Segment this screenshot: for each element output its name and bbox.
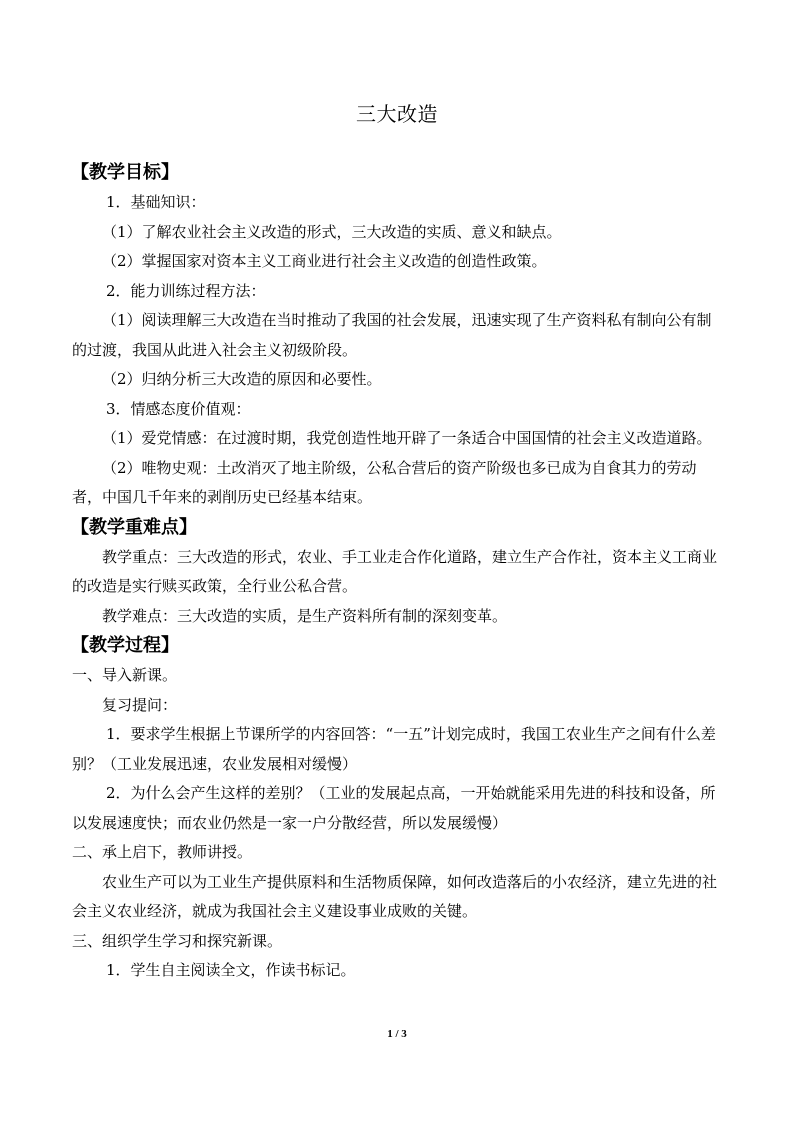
paragraph: （2）唯物史观：土改消灭了地主阶级，公私合营后的资产阶级也多已成为自食其力的劳动者，中国几千年来的剥削历史已经基本结束。 [72, 458, 697, 506]
paragraph: 复习提问： [102, 695, 178, 714]
paragraph: （1）了解农业社会主义改造的形式，三大改造的实质、意义和缺点。 [102, 222, 562, 241]
paragraph: （2）归纳分析三大改造的原因和必要性。 [102, 370, 382, 388]
paragraph: 农业生产可以为工业生产提供原料和生活物质保障，如何改造落后的小农经济，建立先进的社会主义农业经济，就成为我国社会主义建设事业成败的关键。 [72, 872, 718, 920]
section-heading-objectives: 【教学目标】 [71, 162, 179, 183]
document-body [72, 158, 722, 986]
page-title: 三大改造 [356, 102, 438, 126]
paragraph: 2．能力训练过程方法： [106, 281, 266, 300]
paragraph: 二、承上启下，教师讲授。 [72, 843, 253, 861]
paragraph: （1）阅读理解三大改造在当时推动了我国的社会发展，迅速实现了生产资料私有制向公有制的过渡，我国从此进入社会主义初级阶段。 [72, 311, 712, 359]
paragraph: 一、导入新课。 [72, 666, 178, 684]
paragraph: （1）爱党情感：在过渡时期，我党创造性地开辟了一条适合中国国情的社会主义改造道路。 [102, 429, 712, 447]
paragraph: 2．为什么会产生这样的差别？（工业的发展起点高，一开始就能采用先进的科技和设备，所以发展速度快；而农业仍然是一家一户分散经营，所以发展缓慢） [72, 784, 716, 832]
paragraph: 1．学生自主阅读全文，作读书标记。 [106, 961, 356, 979]
section-heading-keypoints: 【教学重难点】 [71, 516, 197, 538]
paragraph: 教学难点：三大改造的实质，是生产资料所有制的深刻变革。 [102, 606, 508, 625]
paragraph: 3．情感态度价值观： [106, 399, 251, 418]
paragraph: 三、组织学生学习和探究新课。 [72, 931, 283, 950]
paragraph: （2）掌握国家对资本主义工商业进行社会主义改造的创造性政策。 [102, 252, 547, 270]
page-number: 1 / 3 [387, 1028, 407, 1040]
paragraph: 1．要求学生根据上节课所学的内容回答：“一五”计划完成时，我国工农业生产之间有什么差别？（工业发展迅速，农业发展相对缓慢） [72, 725, 716, 773]
paragraph: 1．基础知识： [106, 193, 206, 211]
paragraph: 教学重点：三大改造的形式，农业、手工业走合作化道路，建立生产合作社，资本主义工商业的改造是实行赎买政策，全行业公私合营。 [72, 547, 718, 595]
section-heading-process: 【教学过程】 [71, 635, 179, 656]
